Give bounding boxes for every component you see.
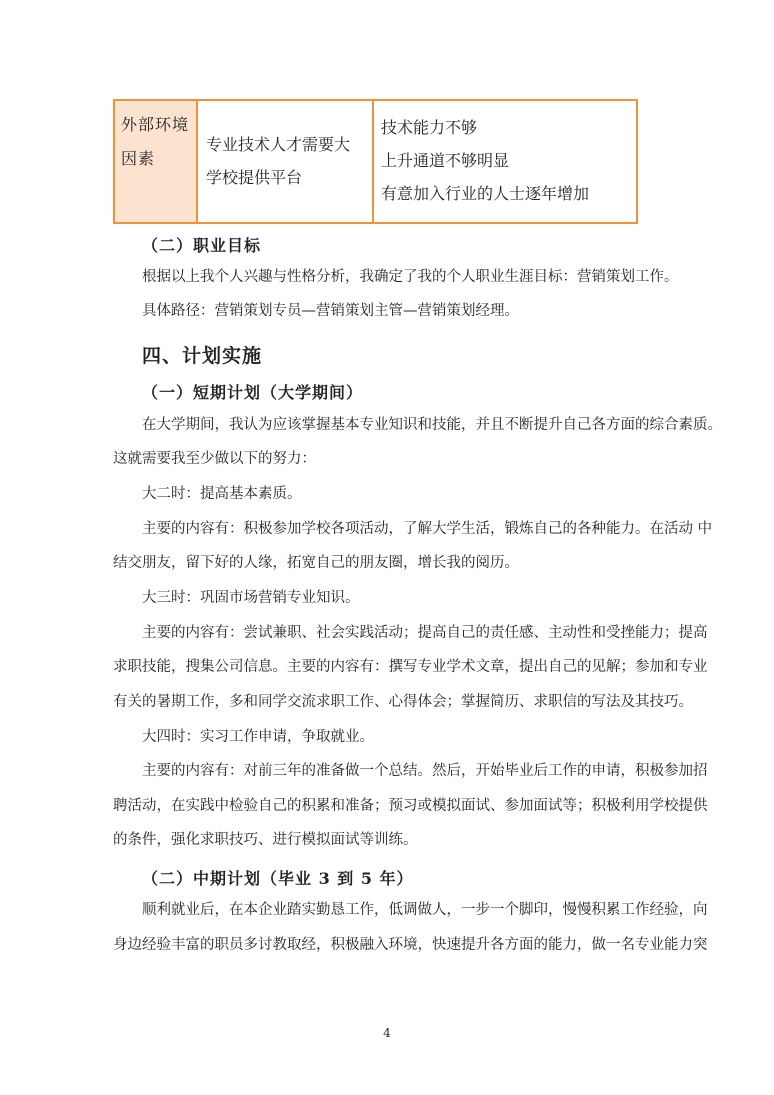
cell-text: 技术能力不够 — [381, 118, 478, 137]
paragraph: 顺利就业后，在本企业踏实勤恳工作，低调做人，一步一个脚印，慢慢积累工作经验，向 — [142, 902, 708, 918]
section-heading-career-goal: （二）职业目标 — [142, 236, 262, 255]
paragraph: 主要的内容有：尝试兼职、社会实践活动；提高自己的责任感、主动性和受挫能力；提高 — [142, 625, 708, 641]
table-cell-factor — [115, 101, 198, 222]
chapter-heading-plan: 四、计划实施 — [142, 345, 263, 367]
section-heading-mid-term: （二）中期计划（毕业 3 到 5 年） — [142, 869, 414, 888]
factor-table — [113, 99, 638, 224]
paragraph: 有关的暑期工作，多和同学交流求职工作、心得体会；掌握简历、求职信的写法及其技巧。 — [113, 694, 693, 710]
cell-text: 专业技术人才需要大 — [206, 135, 351, 154]
table-cell-opportunity — [198, 101, 374, 222]
paragraph: 聘活动，在实践中检验自己的积累和准备；预习或模拟面试、参加面试等；积极利用学校提供 — [113, 798, 708, 814]
paragraph: 的条件，强化求职技巧、进行模拟面试等训练。 — [113, 832, 418, 848]
paragraph: 大三时：巩固市场营销专业知识。 — [142, 590, 360, 606]
cell-text: 学校提供平台 — [206, 168, 303, 187]
paragraph: 结交朋友，留下好的人缘，拓宽自己的朋友圈，增长我的阅历。 — [113, 555, 519, 571]
paragraph: 根据以上我个人兴趣与性格分析，我确定了我的个人职业生涯目标：营销策划工作。 — [142, 269, 679, 285]
cell-text: 外部环境 — [121, 115, 190, 134]
section-heading-short-term: （一）短期计划（大学期间） — [142, 383, 364, 402]
paragraph: 大四时：实习工作申请，争取就业。 — [142, 729, 374, 745]
cell-text: 因素 — [121, 149, 156, 168]
paragraph: 这就需要我至少做以下的努力： — [113, 451, 316, 467]
paragraph: 身边经验丰富的职员多讨教取经，积极融入环境，快速提升各方面的能力，做一名专业能力突 — [113, 937, 708, 953]
paragraph: 主要的内容有：对前三年的准备做一个总结。然后，开始毕业后工作的申请，积极参加招 — [142, 763, 708, 779]
paragraph: 求职技能，搜集公司信息。主要的内容有：撰写专业学术文章，提出自己的见解；参加和专业 — [113, 659, 708, 675]
cell-text: 上升通道不够明显 — [381, 151, 510, 170]
page-number: 4 — [383, 1026, 391, 1040]
table-cell-threats — [374, 101, 636, 222]
paragraph: 在大学期间，我认为应该掌握基本专业知识和技能，并且不断提升自己各方面的综合素质。 — [142, 417, 722, 433]
paragraph: 主要的内容有：积极参加学校各项活动，了解大学生活，锻炼自己的各种能力。在活动 中 — [142, 521, 713, 537]
paragraph: 大二时：提高基本素质。 — [142, 486, 302, 502]
paragraph: 具体路径：营销策划专员—营销策划主管—营销策划经理。 — [142, 303, 519, 319]
cell-text: 有意加入行业的人士逐年增加 — [381, 184, 590, 203]
